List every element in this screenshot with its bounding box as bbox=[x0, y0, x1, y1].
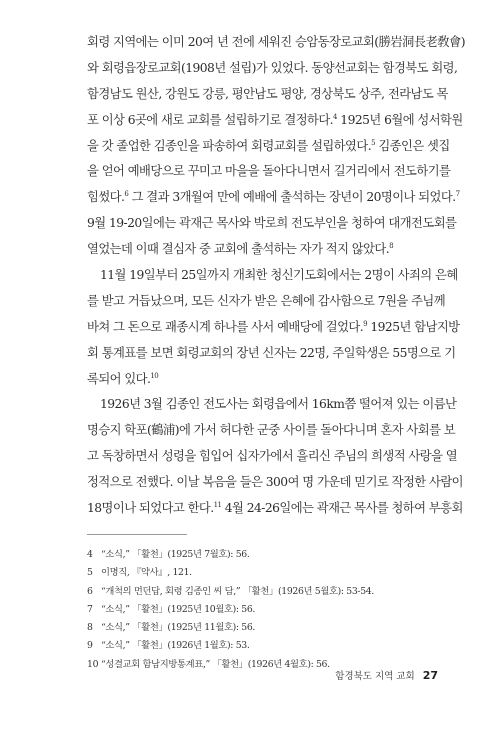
footnote bbox=[87, 564, 417, 582]
paragraph bbox=[87, 30, 466, 263]
footnote-text: “소식,” 「활천」(1925년 10월호): 56. bbox=[101, 603, 255, 615]
paragraph-line: 와 회령읍장로교회(1908년 설립)가 있었다. 동양선교회는 함경북도 회령, bbox=[87, 60, 458, 75]
footnote-reference: 7 bbox=[455, 190, 460, 199]
footnote-number: 6 bbox=[87, 585, 93, 597]
footnote-reference: 9 bbox=[363, 319, 368, 328]
footnote-reference: 11 bbox=[213, 500, 222, 509]
paragraph-line: 명승지 학포(鶴浦)에 가서 허다한 군중 사이를 돌아다니며 혼자 사회를 보 bbox=[87, 423, 456, 438]
paragraph bbox=[87, 392, 463, 521]
footnote-number: 9 bbox=[87, 640, 93, 652]
paragraph-line: 포 이상 6곳에 새로 교회를 설립하기로 결정하다.$^4$ 1925년 6월에 성서학원 bbox=[87, 112, 463, 127]
footnote-number: 10 bbox=[87, 658, 99, 670]
footnote bbox=[87, 619, 417, 637]
footnote-text: “소식,” 「활천」(1925년 7월호): 56. bbox=[101, 549, 250, 560]
footnote-text: “성결교회 함남지방통계표,” 「활천」(1926년 4월호): 56. bbox=[101, 658, 330, 670]
footnote bbox=[87, 637, 417, 655]
body-text bbox=[87, 30, 466, 522]
footnote bbox=[87, 546, 417, 564]
footnote-number: 4 bbox=[87, 549, 93, 560]
paragraph-line: 11월 19일부터 25일까지 개최한 청신기도회에서는 2명이 사죄의 은혜 bbox=[100, 268, 458, 283]
footnotes bbox=[87, 546, 417, 674]
footnote-text: “개척의 먼던답, 회령 김종인 씨 담,” 「활천」(1926년 5월호): 53-54. bbox=[101, 585, 374, 597]
paragraph-line: 회 통계표를 보면 회령교회의 장년 신자는 22명, 주일학생은 55명으로 기 bbox=[87, 345, 456, 360]
paragraph-line: 함경남도 원산, 강원도 강릉, 평안남도 평양, 경상북도 상주, 전라남도 목 bbox=[87, 86, 448, 101]
paragraph-line: 정적으로 전했다. 이날 복음을 들은 300여 명 가운데 믿기로 작정한 사람이 bbox=[87, 475, 463, 490]
page-footer bbox=[335, 668, 438, 682]
paragraph-line: 열었는데 이때 결심자 중 교회에 출석하는 자가 적지 않았다.$^8$ bbox=[87, 242, 394, 257]
paragraph-line: 바쳐 그 돈으로 괘종시계 하나를 사서 예배당에 걸었다.$^9$ 1925년 함남지방 bbox=[87, 319, 460, 334]
footnote-text: “소식,” 「활천」(1926년 1월호): 53. bbox=[101, 640, 250, 652]
footnote-number: 5 bbox=[87, 567, 93, 579]
footnote-text: “소식,” 「활천」(1925년 11월호): 56. bbox=[101, 622, 255, 634]
page-number: 27 bbox=[422, 669, 438, 682]
footnote-reference: 8 bbox=[389, 242, 394, 251]
footnote-number: 8 bbox=[87, 622, 93, 634]
footnote bbox=[87, 583, 417, 601]
footnote-divider bbox=[87, 534, 187, 535]
paragraph-line: 록되어 있다.$^{10}$ bbox=[87, 371, 159, 386]
footnote-reference: 10 bbox=[150, 371, 159, 380]
paragraph-line: 회령 지역에는 이미 20여 년 전에 세워진 승암동장로교회(勝岩洞長老敎會) bbox=[87, 35, 466, 49]
footnote-reference: 6 bbox=[124, 190, 129, 199]
footnote-reference: 5 bbox=[371, 138, 375, 147]
footnote-number: 7 bbox=[87, 603, 93, 615]
running-header-section-title: 함경북도 지역 교회 bbox=[335, 671, 415, 682]
paragraph-line: 을 갓 졸업한 김종인을 파송하여 회령교회를 설립하였다.$^5$ 김종인은 셋집 bbox=[87, 138, 450, 153]
paragraph-line: 를 받고 거듭났으며, 모든 신자가 받은 은혜에 감사함으로 7원을 주님께 bbox=[87, 293, 446, 308]
footnote-reference: 4 bbox=[333, 112, 337, 121]
paragraph-line: 힘썼다.$^6$ 그 결과 3개월여 만에 예배에 출석하는 장년이 20명이나 되었다.$^7$ bbox=[87, 190, 460, 205]
paragraph-line: 18명이나 되었다고 한다.$^{11}$ 4월 24-26일에는 곽재근 목사를 청하여 부흥회 bbox=[87, 500, 463, 516]
footnote bbox=[87, 601, 417, 619]
paragraph-line: 9월 19-20일에는 곽재근 목사와 박로희 전도부인을 청하여 대개전도회를 bbox=[87, 216, 457, 231]
paragraph-line: 1926년 3월 김종인 전도사는 회령읍에서 16km쯤 떨어져 있는 이름난 bbox=[100, 397, 457, 412]
paragraph bbox=[87, 263, 460, 392]
paragraph-line: 을 얻어 예배당으로 꾸미고 마을을 돌아다니면서 길거리에서 전도하기를 bbox=[87, 164, 451, 179]
paragraph-line: 고 독창하면서 성령을 힘입어 십자가에서 흘리신 주님의 희생적 사랑을 열 bbox=[87, 449, 458, 464]
footnote-text: 이명직, 『약사』, 121. bbox=[101, 567, 192, 579]
